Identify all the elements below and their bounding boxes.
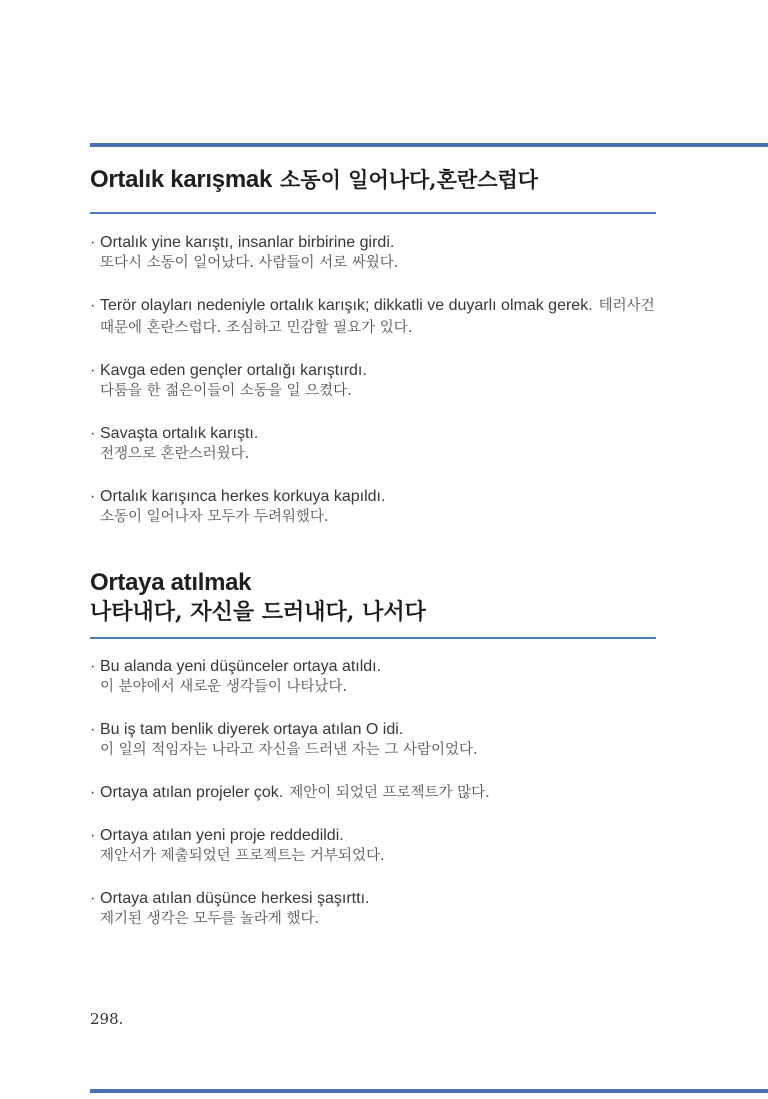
entry-bullet: · — [90, 784, 96, 801]
entry-bullet: · — [90, 658, 96, 675]
example-entry — [90, 719, 656, 761]
example-entry — [90, 360, 656, 402]
entry-bullet: · — [90, 721, 96, 738]
entry-list — [90, 656, 656, 930]
section-divider — [90, 212, 656, 214]
example-entry — [90, 486, 656, 528]
entry-text — [100, 232, 656, 274]
entry-text — [100, 486, 656, 528]
entry-bullet: · — [90, 362, 96, 379]
entry-bullet: · — [90, 297, 96, 314]
entry-text — [100, 295, 656, 339]
example-entry — [90, 232, 656, 274]
entry-korean: 이 일의 적임자는 나라고 자신을 드러낸 자는 그 사람이었다. — [100, 742, 478, 758]
entry-bullet: · — [90, 425, 96, 442]
entry-korean: 이 분야에서 새로운 생각들이 나타났다. — [100, 679, 348, 695]
entry-turkish: Terör olayları nedeniyle ortalık karışık; dikkatli ve duyarlı olmak gerek. — [100, 297, 593, 314]
entry-korean: 다툼을 한 젊은이들이 소동을 일 으켰다. — [100, 383, 352, 399]
entry-bullet: · — [90, 488, 96, 505]
entry-turkish: Ortaya atılan yeni proje reddedildi. — [100, 827, 344, 844]
entry-text — [100, 719, 656, 761]
example-entry — [90, 656, 656, 698]
page-content — [90, 165, 656, 930]
entry-text — [100, 888, 656, 930]
section-divider — [90, 637, 656, 639]
entry-korean: 제기된 생각은 모두를 놀라게 했다. — [100, 911, 320, 927]
example-entry — [90, 295, 656, 339]
entry-bullet: · — [90, 234, 96, 251]
entry-bullet: · — [90, 827, 96, 844]
entry-turkish: Savaşta ortalık karıştı. — [100, 425, 259, 442]
example-entry — [90, 825, 656, 867]
example-entry — [90, 423, 656, 465]
section-title-turkish: Ortaya atılmak — [90, 569, 252, 596]
entry-korean: 전쟁으로 혼란스러웠다. — [100, 446, 250, 462]
entry-turkish: Ortalık karışınca herkes korkuya kapıldı. — [100, 488, 386, 505]
entry-turkish: Bu iş tam benlik diyerek ortaya atılan O idi. — [100, 721, 404, 738]
entry-text — [100, 825, 656, 867]
example-entry — [90, 888, 656, 930]
section-title-korean: 나타내다, 자신을 드러내다, 나서다 — [90, 599, 426, 625]
entry-turkish: Ortaya atılan düşünce herkesi şaşırttı. — [100, 890, 370, 907]
sections — [90, 165, 656, 930]
entry-korean: 또다시 소동이 일어났다. 사람들이 서로 싸웠다. — [100, 255, 399, 271]
entry-list — [90, 232, 656, 528]
top-rule-divider — [90, 143, 768, 147]
entry-korean: 테러사건 때문에 혼란스럽다. 조심하고 민감할 필요가 있다. — [100, 298, 655, 336]
section-title — [90, 165, 656, 195]
entry-text — [100, 360, 656, 402]
page-number: 298. — [90, 1010, 124, 1028]
entry-korean: 소동이 일어나자 모두가 두려워했다. — [100, 509, 329, 525]
entry-turkish: Ortaya atılan projeler çok. — [100, 784, 284, 801]
section-title-korean: 소동이 일어나다,혼란스럽다 — [280, 167, 539, 192]
dictionary-section — [90, 568, 656, 930]
example-entry — [90, 782, 656, 804]
entry-korean: 제안이 되었던 프로젝트가 많다. — [289, 785, 490, 801]
section-title-turkish: Ortalık karışmak — [90, 166, 272, 193]
bottom-rule-divider — [90, 1089, 768, 1093]
entry-turkish: Ortalık yine karıştı, insanlar birbirine girdi. — [100, 234, 395, 251]
section-title — [90, 568, 656, 626]
entry-turkish: Bu alanda yeni düşünceler ortaya atıldı. — [100, 658, 382, 675]
entry-text — [100, 782, 656, 804]
dictionary-section — [90, 165, 656, 528]
entry-korean: 제안서가 제출되었던 프로젝트는 거부되었다. — [100, 848, 385, 864]
entry-turkish: Kavga eden gençler ortalığı karıştırdı. — [100, 362, 367, 379]
entry-bullet: · — [90, 890, 96, 907]
entry-text — [100, 656, 656, 698]
entry-text — [100, 423, 656, 465]
